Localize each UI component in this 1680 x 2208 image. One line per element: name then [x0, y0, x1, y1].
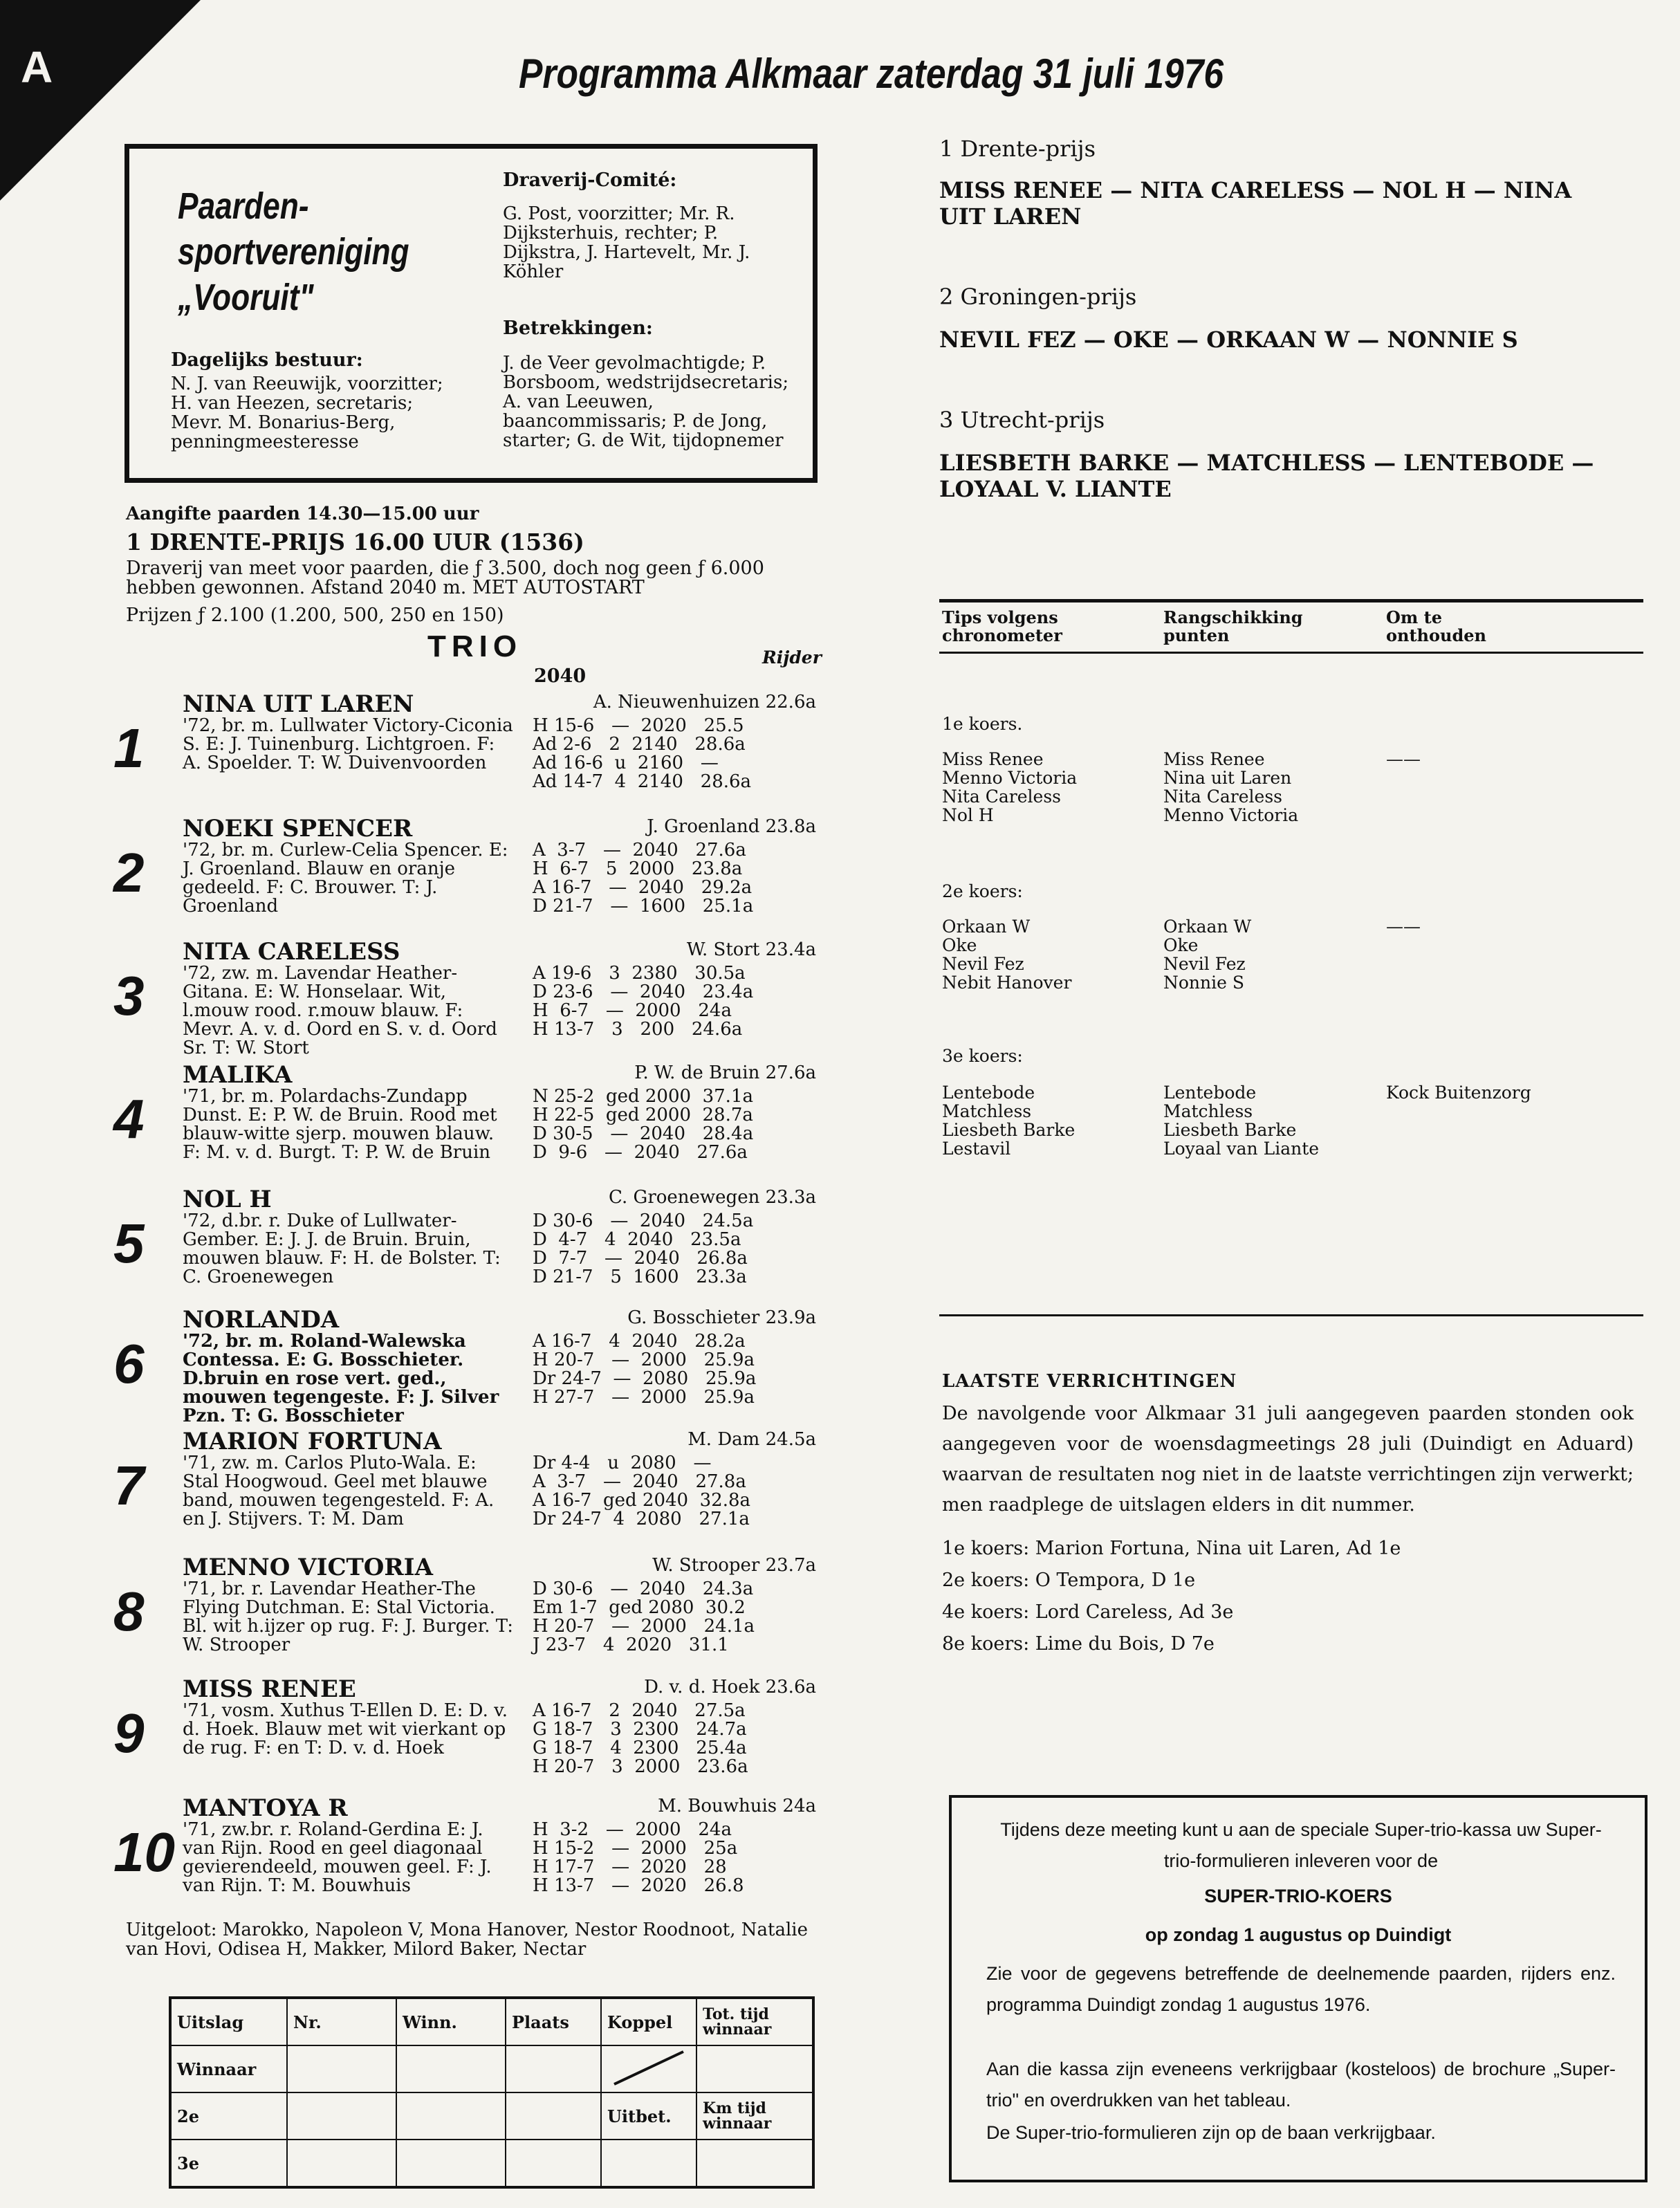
tip-horse: Loyaal van Liante [1163, 1139, 1320, 1159]
performance-lines: A 16-7 2 2040 27.5a G 18-7 3 2300 24.7a G 18-7 4 2300 25.4a H 20-7 3 2000 23.6a [533, 1700, 748, 1777]
tip-horse: Matchless [942, 1101, 1032, 1121]
horse-name: MARION FORTUNA [183, 1428, 442, 1455]
tip-horse: Nonnie S [1163, 973, 1244, 993]
entry-number: 6 [113, 1333, 145, 1395]
committee-box [124, 144, 818, 483]
rider: J. Groenland 23.8a [647, 816, 816, 837]
tip-horse: Menno Victoria [1163, 805, 1299, 825]
tip-horse: Liesbeth Barke [1163, 1120, 1297, 1140]
horse-description: '71, zw.br. r. Roland-Gerdina E: J. van Rijn. Rood en geel diagonaal gevierendeeld, mouwen geel. F: J. van Rijn. T: M. Bouwhuis [183, 1819, 492, 1896]
tips-bottom-rule [939, 1314, 1643, 1316]
horse-name: MANTOYA R [183, 1794, 348, 1822]
entry-number: 1 [113, 717, 145, 779]
result-table [169, 1996, 815, 2189]
koers-1-punten [1163, 750, 1298, 825]
laatste-line: 2e koers: O Tempora, D 1e [942, 1570, 1196, 1591]
rider: C. Groenewegen 23.3a [609, 1187, 816, 1208]
tips-header-chronometer: Tips volgens chronometer [942, 607, 1062, 645]
bestuur-text: N. J. van Reeuwijk, voorzitter; H. van Heezen, secretaris; Mevr. M. Bonarius-Berg, penningmeesteresse [171, 374, 443, 452]
cell [396, 2092, 506, 2140]
horse-description: '72, br. m. Roland-Walewska Contessa. E: G. Bosschieter. D.bruin en rose vert. ged., mouwen tegengeste. F: J. Silver Pzn. T: G. Bosschieter [183, 1331, 499, 1426]
cell [396, 2140, 506, 2187]
betrekkingen-text: J. de Veer gevolmachtigde; P. Borsboom, wedstrijdsecretaris; A. van Leeuwen, baancommissaris; P. de Jong, starter; G. de Wit, tijdopnemer [503, 353, 789, 451]
tip-horse: Lestavil [942, 1139, 1011, 1159]
cell [696, 2140, 813, 2187]
uitbet-label: Uitbet. [601, 2092, 696, 2140]
entry-number: 7 [113, 1455, 145, 1516]
slash-mark [607, 2046, 690, 2088]
tip-horse: Nita Careless [942, 786, 1061, 807]
bestuur-heading: Dagelijks bestuur: [171, 349, 363, 371]
horse-description: '71, br. m. Polardachs-Zundapp Dunst. E: P. W. de Bruin. Rood met blauw-witte sjerp. mouwen blauw. F: M. v. d. Burgt. T: P. W. de Bruin [183, 1086, 497, 1163]
km-tijd-label: Km tijd winnaar [696, 2092, 813, 2140]
header-plaats: Plaats [506, 1998, 601, 2045]
section-letter: A [21, 42, 53, 92]
tip-horse: Lentebode [942, 1083, 1035, 1103]
header-uitslag: Uitslag [170, 1998, 287, 2045]
koers-1-chronometer [942, 750, 1077, 825]
laatste-lines [942, 1533, 1401, 1660]
performance-lines: A 16-7 4 2040 28.2a H 20-7 — 2000 25.9a Dr 24-7 — 2080 25.9a H 27-7 — 2000 25.9a [533, 1331, 757, 1408]
rider: G. Bosschieter 23.9a [627, 1307, 816, 1328]
koers-3-label: 3e koers: [942, 1046, 1023, 1066]
tips-header-punten: Rangschikking punten [1163, 607, 1303, 645]
horse-name: MALIKA [183, 1061, 293, 1089]
performance-lines: H 15-6 — 2020 25.5 Ad 2-6 2 2140 28.6a Ad 16-6 u 2160 — Ad 14-7 4 2140 28.6a [533, 715, 752, 792]
super-trio-intro: Tijdens deze meeting kunt u aan de speciale Super-trio-kassa uw Super-trio-formulieren inleveren voor de [1000, 1819, 1602, 1871]
race-prizes: Prijzen ƒ 2.100 (1.200, 500, 250 en 150) [126, 605, 504, 626]
rider: W. Strooper 23.7a [652, 1555, 816, 1576]
tips-header-onthouden: Om te onthouden [1386, 607, 1486, 645]
super-trio-p1: Zie voor de gegevens betreffende de deelnemende paarden, rijders enz. programma Duindigt zondag 1 augustus 1976. [986, 1963, 1616, 2015]
aangifte-text: Aangifte paarden 14.30—15.00 uur [126, 504, 479, 524]
rider-label: Rijder [762, 647, 822, 668]
cell [506, 2140, 601, 2187]
horse-description: '72, d.br. r. Duke of Lullwater-Gember. E: J. J. de Bruin. Bruin, mouwen blauw. F: H. de Bolster. T: C. Groenewegen [183, 1211, 501, 1287]
koers-2-chronometer [942, 917, 1071, 992]
performance-lines: H 3-2 — 2000 24a H 15-2 — 2000 25a H 17-7 — 2020 28 H 13-7 — 2020 26.8 [533, 1819, 744, 1896]
super-trio-date: op zondag 1 augustus op Duindigt [1145, 1924, 1452, 1945]
laatste-line: 4e koers: Lord Careless, Ad 3e [942, 1601, 1234, 1623]
header-tot-tijd: Tot. tijd winnaar [696, 1998, 813, 2045]
rider: M. Dam 24.5a [687, 1429, 816, 1450]
koers-2-onthouden: —— [1386, 917, 1421, 937]
cell [506, 2092, 601, 2140]
race-conditions: Draverij van meet voor paarden, die ƒ 3.500, doch nog geen ƒ 6.000 hebben gewonnen. Afstand 2040 m. MET AUTOSTART [126, 558, 764, 598]
performance-lines: D 30-6 — 2040 24.5a D 4-7 4 2040 23.5a D 7-7 — 2040 26.8a D 21-7 5 1600 23.3a [533, 1211, 754, 1287]
trio-label: TRIO [427, 629, 523, 663]
koppel-slash-cell [601, 2045, 696, 2092]
tip-horse: Orkaan W [1163, 917, 1252, 937]
koers-1-onthouden: —— [1386, 749, 1421, 769]
horse-description: '71, zw. m. Carlos Pluto-Wala. E: Stal Hoogwoud. Geel met blauwe band, mouwen tegengesteld. F: A. en J. Stijvers. T: M. Dam [183, 1453, 495, 1529]
horse-description: '72, br. m. Lullwater Victory-Ciconia S. E: J. Tuinenburg. Lichtgroen. F: A. Spoelder. T: W. Duivenvoorden [183, 715, 513, 773]
tip-horse: Oke [942, 935, 977, 955]
cell [506, 2045, 601, 2092]
page-title: Programma Alkmaar zaterdag 31 juli 1976 [519, 50, 1224, 97]
koers-3-punten [1163, 1083, 1319, 1158]
horse-name: NORLANDA [183, 1306, 340, 1334]
race-title: 1 DRENTE-PRIJS 16.00 UUR (1536) [126, 528, 584, 555]
entry-number: 8 [113, 1581, 145, 1642]
cell [696, 2045, 813, 2092]
prijs-1-horses: MISS RENEE — NITA CARELESS — NOL H — NINA UIT LAREN [939, 177, 1572, 230]
tip-horse: Miss Renee [1163, 749, 1265, 769]
laatste-heading: LAATSTE VERRICHTINGEN [942, 1371, 1237, 1392]
horse-description: '72, zw. m. Lavendar Heather-Gitana. E: W. Honselaar. Wit, l.mouw rood. r.mouw blauw. F: Mevr. A. v. d. Oord en S. v. d. Oord Sr. T: W. Stort [183, 963, 497, 1058]
prijs-1-title: 1 Drente-prijs [939, 136, 1096, 162]
tips-top-rule [939, 599, 1643, 602]
entry-number: 10 [113, 1821, 175, 1883]
performance-lines: D 30-6 — 2040 24.3a Em 1-7 ged 2080 30.2 H 20-7 — 2000 24.1a J 23-7 4 2020 31.1 [533, 1579, 755, 1655]
performance-lines: A 3-7 — 2040 27.6a H 6-7 5 2000 23.8a A 16-7 — 2040 29.2a D 21-7 — 1600 25.1a [533, 840, 754, 917]
tip-horse: Nevil Fez [1163, 954, 1246, 974]
horse-description: '72, br. m. Curlew-Celia Spencer. E: J. Groenland. Blauw en oranje gedeeld. F: C. Brouwer. T: J. Groenland [183, 840, 508, 917]
rider: D. v. d. Hoek 23.6a [644, 1677, 816, 1698]
entry-number: 3 [113, 965, 145, 1027]
comite-heading: Draverij-Comité: [503, 169, 677, 191]
tip-horse: Nol H [942, 805, 994, 825]
laatste-line: 8e koers: Lime du Bois, D 7e [942, 1633, 1215, 1655]
tip-horse: Liesbeth Barke [942, 1120, 1076, 1140]
rider: M. Bouwhuis 24a [658, 1796, 816, 1816]
horse-name: MISS RENEE [183, 1675, 356, 1703]
super-trio-title: SUPER-TRIO-KOERS [1204, 1886, 1392, 1906]
tip-horse: Nina uit Laren [1163, 768, 1292, 788]
comite-text: G. Post, voorzitter; Mr. R. Dijksterhuis, rechter; P. Dijkstra, J. Hartevelt, Mr. J. Köhler [503, 203, 750, 282]
super-trio-box [949, 1795, 1647, 2182]
tip-horse: Miss Renee [942, 749, 1044, 769]
laatste-line: 1e koers: Marion Fortuna, Nina uit Laren, Ad 1e [942, 1538, 1401, 1559]
performance-lines: N 25-2 ged 2000 37.1a H 22-5 ged 2000 28.7a D 30-5 — 2040 28.4a D 9-6 — 2040 27.6a [533, 1086, 754, 1163]
koers-1-label: 1e koers. [942, 714, 1023, 734]
super-trio-p3: De Super-trio-formulieren zijn op de baan verkrijgbaar. [986, 2122, 1436, 2143]
koers-2-punten [1163, 917, 1251, 992]
cell [601, 2140, 696, 2187]
row-label-2e: 2e [170, 2092, 287, 2140]
horse-name: NINA UIT LAREN [183, 690, 414, 718]
horse-name: NITA CARELESS [183, 938, 400, 966]
horse-description: '71, vosm. Xuthus T-Ellen D. E: D. v. d. Hoek. Blauw met wit vierkant op de rug. F: en T: D. v. d. Hoek [183, 1700, 508, 1758]
koers-2-label: 2e koers: [942, 881, 1023, 901]
horse-name: NOEKI SPENCER [183, 815, 413, 843]
horse-name: MENNO VICTORIA [183, 1554, 433, 1581]
prijs-2-title: 2 Groningen-prijs [939, 284, 1137, 310]
row-label-winnaar: Winnaar [170, 2045, 287, 2092]
entry-number: 2 [113, 842, 145, 903]
row-label-3e: 3e [170, 2140, 287, 2187]
cell [287, 2092, 396, 2140]
rider: W. Stort 23.4a [686, 939, 816, 960]
header-winn: Winn. [396, 1998, 506, 2045]
performance-lines: Dr 4-4 u 2080 — A 3-7 — 2040 27.8a A 16-7 ged 2040 32.8a Dr 24-7 4 2080 27.1a [533, 1453, 751, 1529]
rider: P. W. de Bruin 27.6a [634, 1062, 816, 1083]
super-trio-p2: Aan die kassa zijn eveneens verkrijgbaar (kosteloos) de brochure „Super-trio" en overdrukken van het tableau. [986, 2059, 1616, 2110]
tip-horse: Menno Victoria [942, 768, 1078, 788]
tip-horse: Nita Careless [1163, 786, 1282, 807]
rider: A. Nieuwenhuizen 22.6a [593, 692, 816, 712]
entry-number: 5 [113, 1213, 145, 1274]
header-nr: Nr. [287, 1998, 396, 2045]
tip-horse: Matchless [1163, 1101, 1253, 1121]
prijs-3-horses: LIESBETH BARKE — MATCHLESS — LENTEBODE — LOYAAL V. LIANTE [939, 450, 1594, 502]
tips-header-rule [939, 652, 1643, 654]
horse-description: '71, br. r. Lavendar Heather-The Flying Dutchman. E: Stal Victoria. Bl. wit h.ijzer op rug. F: J. Burger. T: W. Strooper [183, 1579, 513, 1655]
cell [287, 2045, 396, 2092]
performance-lines: A 19-6 3 2380 30.5a D 23-6 — 2040 23.4a H 6-7 — 2000 24a H 13-7 3 200 24.6a [533, 963, 754, 1040]
entry-number: 9 [113, 1702, 145, 1764]
koers-3-onthouden: Kock Buitenzorg [1386, 1083, 1531, 1103]
laatste-text: De navolgende voor Alkmaar 31 juli aangegeven paarden stonden ook aangegeven voor de woensdagmeetings 28 juli (Duindigt en Aduard) waarvan de resultaten nog niet in de laatste verrichtingen zijn verwerkt; men raadplege de uitslagen elders in dit nummer. [942, 1403, 1634, 1516]
cell [287, 2140, 396, 2187]
betrekkingen-heading: Betrekkingen: [503, 318, 653, 339]
tip-horse: Orkaan W [942, 917, 1031, 937]
koers-3-chronometer [942, 1083, 1075, 1158]
tip-horse: Nevil Fez [942, 954, 1024, 974]
horse-name: NOL H [183, 1186, 272, 1213]
prijs-2-horses: NEVIL FEZ — OKE — ORKAAN W — NONNIE S [939, 326, 1518, 353]
cell [396, 2045, 506, 2092]
club-name: Paarden-sportvereniging „Vooruit" [178, 185, 409, 318]
prijs-3-title: 3 Utrecht-prijs [939, 407, 1105, 433]
tip-horse: Oke [1163, 935, 1199, 955]
entry-number: 4 [113, 1088, 145, 1150]
tip-horse: Lentebode [1163, 1083, 1257, 1103]
header-koppel: Koppel [601, 1998, 696, 2045]
tip-horse: Nebit Hanover [942, 973, 1072, 993]
uitgeloot-text: Uitgeloot: Marokko, Napoleon V, Mona Hanover, Nestor Roodnoot, Natalie van Hovi, Odisea H, Makker, Milord Baker, Nectar [126, 1920, 808, 1960]
race-distance: 2040 [534, 665, 587, 687]
